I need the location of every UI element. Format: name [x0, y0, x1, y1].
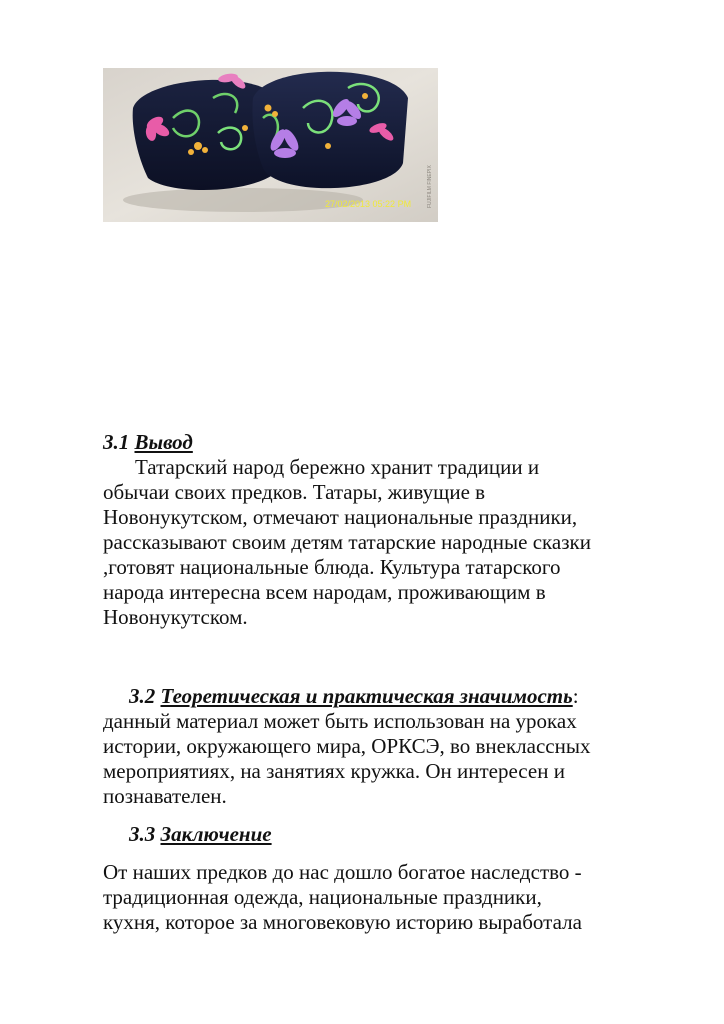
section-3-title: Заключение	[160, 822, 272, 846]
paragraph-line: познавателен.	[103, 784, 227, 808]
paragraph-line: ,готовят национальные блюда. Культура татарского	[103, 555, 561, 579]
section-3-heading	[103, 822, 683, 847]
section-1-title: Вывод	[134, 430, 193, 454]
photo-timestamp: 27/02/2013 05:22 PM	[325, 199, 412, 209]
paragraph-line: мероприятиях, на занятиях кружка. Он интересен и	[103, 759, 565, 783]
paragraph-line: рассказывают своим детям татарские народные сказки	[103, 530, 591, 554]
section-conclusion	[103, 430, 683, 630]
paragraph-line: Новонукутском, отмечают национальные праздники,	[103, 505, 578, 529]
section-1-number: 3.1	[103, 430, 135, 454]
section-2-number: 3.2	[129, 684, 161, 708]
paragraph-line: народа интересна всем народам, проживающим в	[103, 580, 546, 604]
paragraph-line: традиционная одежда, национальные праздники,	[103, 885, 542, 909]
paragraph-line: данный материал может быть использован на уроках	[103, 709, 577, 733]
section-3-number: 3.3	[129, 822, 161, 846]
section-summary	[103, 822, 683, 847]
section-2-title: Теоретическая и практическая значимость	[160, 684, 573, 708]
embroidered-skullcaps-photo	[103, 68, 438, 222]
paragraph-line: кухня, которое за многовековую историю выработала	[103, 910, 582, 934]
section-summary-body	[103, 860, 683, 935]
paragraph-line: обычаи своих предков. Татары, живущие в	[103, 480, 486, 504]
paragraph-line: истории, окружающего мира, ОРКСЭ, во внеклассных	[103, 734, 591, 758]
photo-side-mark: FUJIFILM FINEPIX	[427, 165, 433, 208]
section-1-heading	[103, 430, 683, 455]
section-2-colon: :	[572, 684, 579, 708]
section-2-heading	[103, 684, 683, 709]
section-significance	[103, 684, 683, 809]
paragraph-line: От наших предков до нас дошло богатое наследство -	[103, 860, 582, 884]
paragraph-line: Татарский народ бережно хранит традиции и	[135, 455, 540, 479]
paragraph-line: Новонукутском.	[103, 605, 248, 629]
